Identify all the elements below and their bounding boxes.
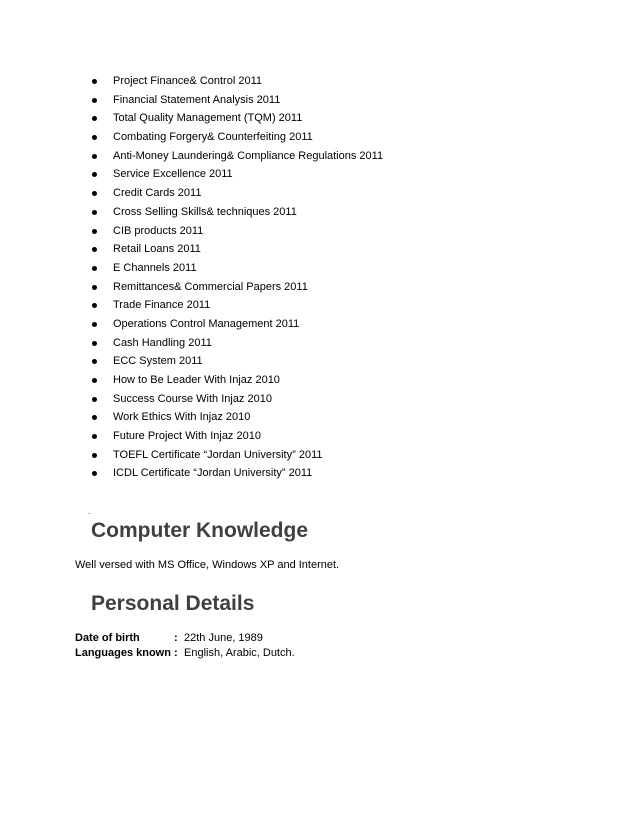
bullet-icon (92, 98, 97, 103)
course-text: E Channels 2011 (113, 261, 197, 274)
course-item (92, 278, 383, 297)
course-item (92, 464, 383, 483)
course-text: Operations Control Management 2011 (113, 317, 300, 330)
bullet-icon (92, 471, 97, 476)
course-item (92, 446, 383, 465)
bullet-icon (92, 397, 97, 402)
personal-details-list (75, 631, 295, 661)
course-text: Trade Finance 2011 (113, 299, 211, 312)
bullet-icon (92, 79, 97, 84)
course-text: Work Ethics With Injaz 2010 (113, 411, 251, 424)
bullet-icon (92, 135, 97, 140)
course-item (92, 334, 383, 353)
detail-value: 22th June, 1989 (184, 632, 263, 644)
bullet-icon (92, 453, 97, 458)
detail-separator: : (174, 632, 178, 644)
bullet-icon (92, 247, 97, 252)
bullet-icon (92, 285, 97, 290)
course-item (92, 390, 383, 409)
bullet-icon (92, 116, 97, 121)
course-item (92, 91, 383, 110)
bullet-icon (92, 434, 97, 439)
personal-details-heading: Personal Details (91, 592, 255, 615)
bullet-icon (92, 154, 97, 159)
course-text: ECC System 2011 (113, 355, 203, 368)
course-text: Anti-Money Laundering& Compliance Regulations 2011 (113, 149, 384, 162)
course-text: Success Course With Injaz 2010 (113, 392, 272, 405)
course-item (92, 240, 383, 259)
course-text: Credit Cards 2011 (113, 187, 202, 200)
course-text: Combating Forgery& Counterfeiting 2011 (113, 131, 313, 144)
bullet-icon (92, 378, 97, 383)
computer-knowledge-text: Well versed with MS Office, Windows XP and Internet. (75, 559, 340, 571)
detail-label: Languages known (75, 647, 171, 659)
course-item (92, 184, 383, 203)
course-item (92, 109, 383, 128)
course-item (92, 128, 383, 147)
bullet-icon (92, 415, 97, 420)
course-item (92, 352, 383, 371)
course-text: ICDL Certificate “Jordan University” 2011 (113, 467, 313, 480)
computer-knowledge-heading: Computer Knowledge (91, 519, 309, 542)
stray-mark: . (88, 507, 91, 516)
bullet-icon (92, 172, 97, 177)
course-text: Cash Handling 2011 (113, 336, 212, 349)
detail-value: English, Arabic, Dutch. (184, 647, 295, 659)
course-item (92, 72, 383, 91)
bullet-icon (92, 341, 97, 346)
course-text: Future Project With Injaz 2010 (113, 430, 261, 443)
course-item (92, 203, 383, 222)
course-text: CIB products 2011 (113, 224, 204, 237)
training-course-list (92, 72, 383, 483)
course-item (92, 147, 383, 166)
detail-label: Date of birth (75, 632, 140, 644)
course-item (92, 371, 383, 390)
course-item (92, 165, 383, 184)
bullet-icon (92, 322, 97, 327)
course-item (92, 222, 383, 241)
bullet-icon (92, 229, 97, 234)
course-text: Project Finance& Control 2011 (113, 75, 262, 87)
detail-row-languages (75, 646, 295, 661)
course-text: Total Quality Management (TQM) 2011 (113, 112, 303, 125)
bullet-icon (92, 266, 97, 271)
course-text: How to Be Leader With Injaz 2010 (113, 374, 280, 386)
course-text: Service Excellence 2011 (113, 168, 233, 181)
course-item (92, 427, 383, 446)
course-text: TOEFL Certificate “Jordan University” 2011 (113, 448, 323, 461)
course-text: Cross Selling Skills& techniques 2011 (113, 205, 297, 218)
course-text: Financial Statement Analysis 2011 (113, 93, 281, 106)
course-text: Retail Loans 2011 (113, 243, 201, 256)
detail-separator: : (174, 647, 178, 659)
detail-row-date-of-birth (75, 631, 295, 646)
bullet-icon (92, 303, 97, 308)
course-item (92, 296, 383, 315)
course-item (92, 315, 383, 334)
course-text: Remittances& Commercial Papers 2011 (113, 280, 308, 293)
bullet-icon (92, 359, 97, 364)
bullet-icon (92, 210, 97, 215)
course-item (92, 408, 383, 427)
course-item (92, 259, 383, 278)
bullet-icon (92, 191, 97, 196)
